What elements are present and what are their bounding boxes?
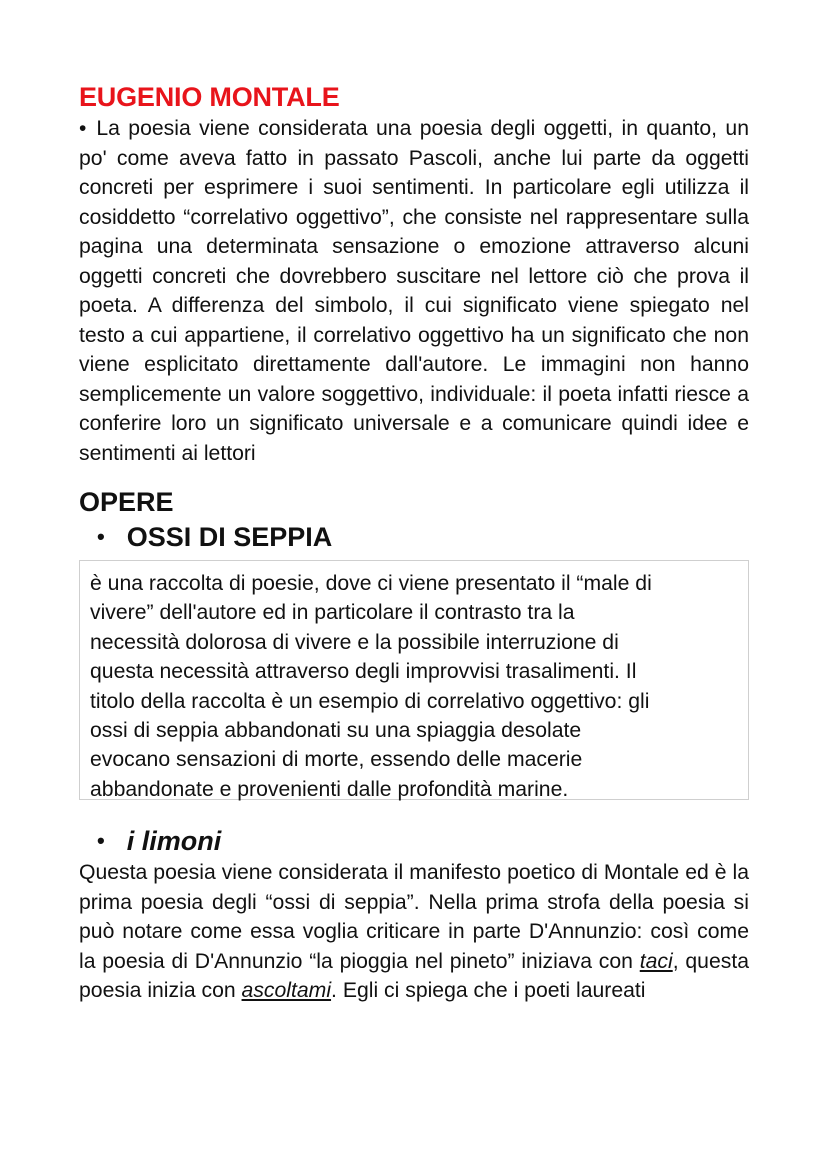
- ossi-title: OSSI DI SEPPIA: [126, 522, 333, 552]
- ossi-line: è una raccolta di poesie, dove ci viene presentato il “male di: [90, 572, 652, 595]
- ossi-heading: [97, 520, 749, 554]
- emphasis-taci: taci: [639, 949, 673, 973]
- intro-text: La poesia viene considerata una poesia degli oggetti, in quanto, un po' come aveva fatto in passato Pascoli, anche lui parte da oggetti concreti per esprimere i suoi sentimenti. In particolare egli utilizza il cosiddetto “correlativo oggettivo”, che consiste nel rappresentare sulla pagina una determinata sensazione o emozione attraverso alcuni oggetti concreti che dovrebbero suscitare nel lettore ciò che prova il poeta. A differenza del simbolo, il cui significato viene spiegato nel testo a cui appartiene, il correlativo oggettivo ha un significato che non viene esplicitato direttamente dall'autore. Le immagini non hanno semplicemente un valore soggettivo, individuale: il poeta infatti riesce a conferire loro un significato universale e a comunicare quindi idee e sentimenti ai lettori: [79, 117, 749, 465]
- intro-paragraph: [79, 114, 749, 468]
- works-heading: OPERE: [79, 487, 174, 517]
- document-page: [79, 80, 749, 1006]
- ossi-line: abbandonate e provenienti dalle profondità marine.: [90, 777, 569, 801]
- limoni-text: , questa poesia inizia con: [79, 949, 750, 1002]
- ossi-line: ossi di seppia abbandonati su una spiaggia desolate: [90, 719, 582, 743]
- bullet-icon: •: [97, 524, 105, 549]
- bullet-icon: •: [79, 117, 87, 140]
- page-title: EUGENIO MONTALE: [79, 82, 340, 112]
- ossi-line: titolo della raccolta è un esempio di correlativo oggettivo: gli: [90, 689, 650, 713]
- ossi-line: vivere” dell'autore ed in particolare il contrasto tra la: [90, 601, 575, 625]
- ossi-line: questa necessità attraverso degli improvvisi trasalimenti. Il: [90, 660, 637, 684]
- emphasis-ascoltami: ascoltami: [241, 979, 332, 1002]
- limoni-title: i limoni: [126, 826, 222, 856]
- limoni-paragraph: [79, 858, 749, 1006]
- limoni-heading: [97, 824, 749, 858]
- ossi-line: evocano sensazioni di morte, essendo delle macerie: [90, 748, 583, 772]
- bullet-icon: •: [97, 828, 105, 853]
- limoni-text: . Egli ci spiega che i poeti laureati: [331, 979, 646, 1002]
- ossi-line: necessità dolorosa di vivere e la possibile interruzione di: [90, 630, 619, 654]
- limoni-text: Questa poesia viene considerata il manifesto poetico di Montale ed è la prima poesia degli “ossi di seppia”. Nella prima strofa della poesia si può notare come essa voglia criticare in parte D'Annunzio: così come la poesia di D'Annunzio “la pioggia nel pineto” iniziava con: [79, 861, 749, 973]
- ossi-description-box: [79, 560, 749, 800]
